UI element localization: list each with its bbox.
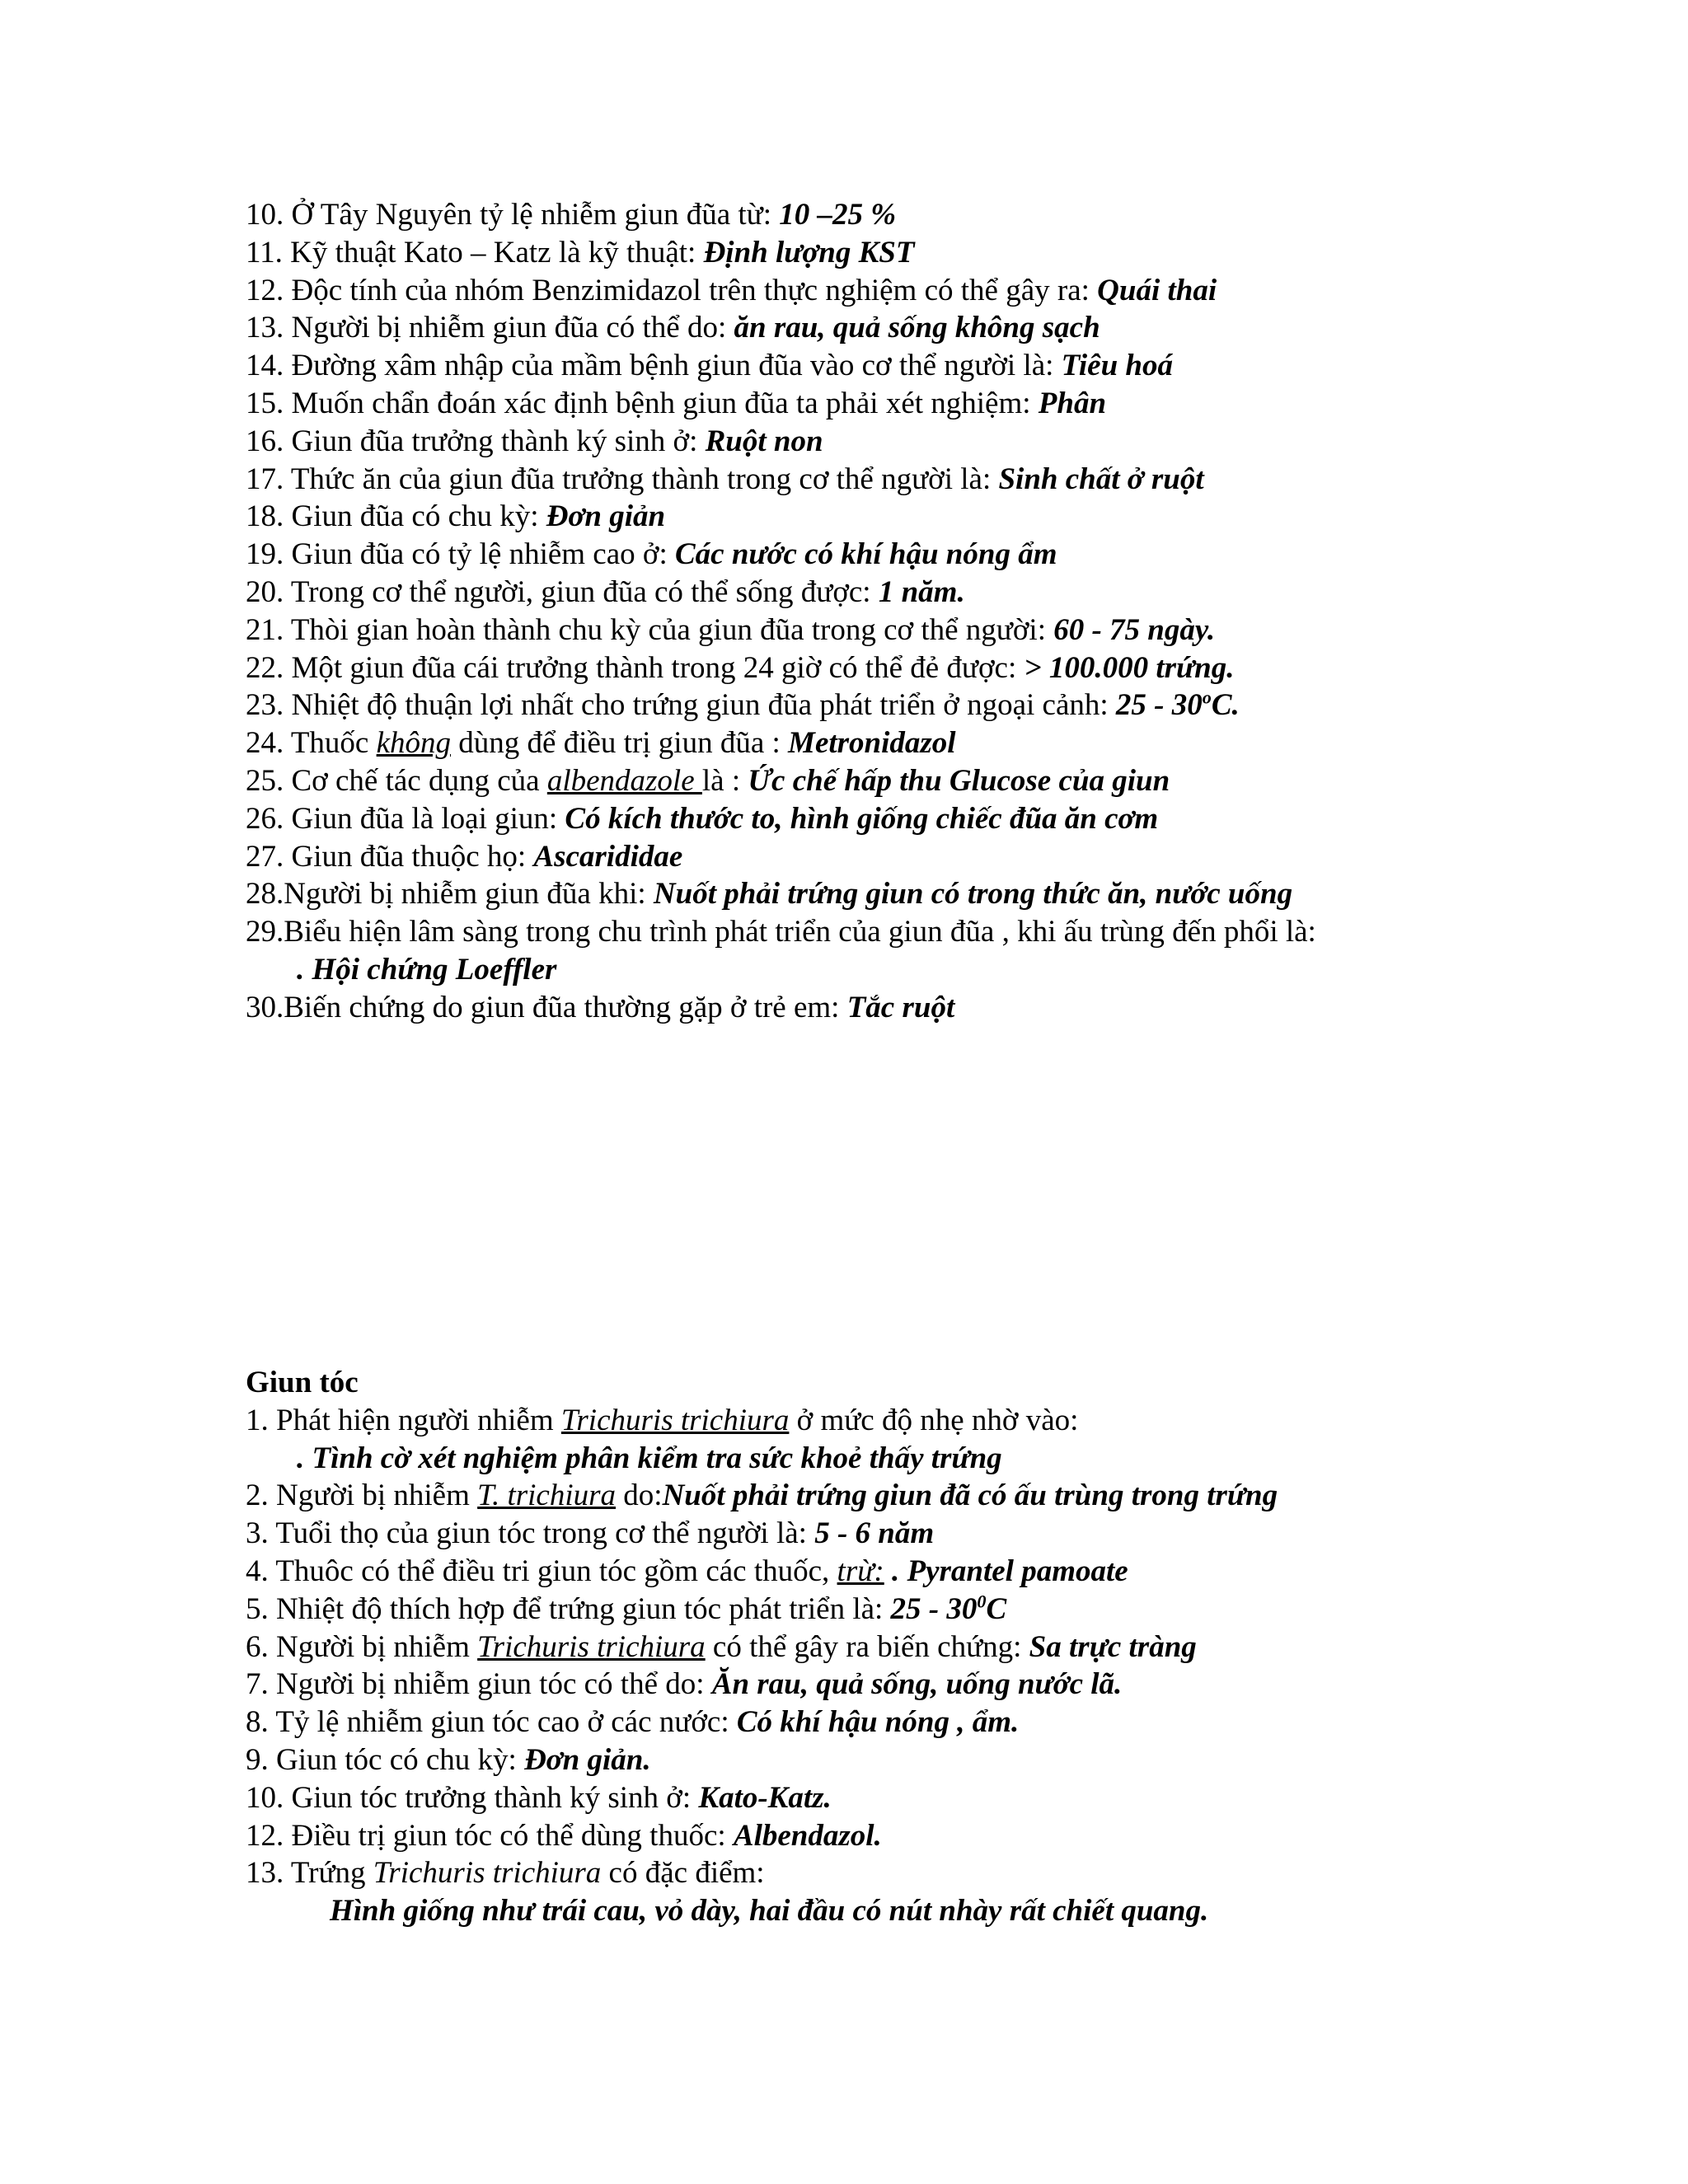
question-text: do: xyxy=(616,1479,663,1513)
question-text: 3. Tuổi thọ của giun tóc trong cơ thể người là: xyxy=(246,1516,815,1551)
question-line xyxy=(246,309,1663,347)
question-text: 29.Biểu hiện lâm sàng trong chu trình phát triển của giun đũa , khi ấu trùng đến phổi là: xyxy=(246,915,1316,949)
answer-value: Quái thai xyxy=(1097,273,1217,307)
question-text: 20. Trong cơ thể người, giun đũa có thể sống được: xyxy=(246,574,879,609)
trichuris-section xyxy=(246,1364,1663,1930)
question-line xyxy=(246,1553,1663,1591)
question-text: 10. Giun tóc trưởng thành ký sinh ở: xyxy=(246,1780,699,1815)
answer-value: 1 năm. xyxy=(878,574,965,609)
answer-value: 25 - 30 xyxy=(1115,688,1203,723)
answer-value: 25 - 30 xyxy=(890,1591,978,1626)
question-line xyxy=(246,1854,1663,1892)
answer-value: 10 –25 % xyxy=(779,198,897,232)
question-text: dùng để điều trị giun đũa : xyxy=(451,726,789,761)
answer-text xyxy=(1062,349,1173,382)
answer-value: Sinh chất ở ruột xyxy=(998,462,1204,496)
ascaris-question-list xyxy=(246,196,1663,1027)
question-line xyxy=(246,1666,1663,1704)
answer-text xyxy=(879,575,965,609)
question-text: 12. Độc tính của nhóm Benzimidazol trên thực nghiệm có thể gây ra: xyxy=(246,273,1098,307)
question-line xyxy=(246,272,1663,310)
question-line xyxy=(246,649,1663,687)
answer-value: Có khí hậu nóng , ẩm. xyxy=(736,1705,1020,1740)
answer-text xyxy=(847,991,955,1024)
question-text xyxy=(884,1554,892,1588)
answer-text xyxy=(675,537,1057,571)
question-text: ở mức độ nhẹ nhờ vào: xyxy=(789,1403,1079,1437)
question-line xyxy=(246,1515,1663,1553)
underlined-term: albendazole xyxy=(546,763,702,798)
question-text: 1. Phát hiện người nhiễm xyxy=(246,1403,561,1437)
question-line xyxy=(246,875,1663,913)
answer-value: Tiêu hoá xyxy=(1061,349,1174,383)
underlined-term: Trichuris trichiura xyxy=(560,1403,790,1437)
answer-text xyxy=(704,236,915,269)
answer-value: Các nước có khí hậu nóng ẩm xyxy=(675,537,1057,572)
question-line xyxy=(246,234,1663,272)
question-line xyxy=(246,1892,1663,1930)
question-line xyxy=(246,1741,1663,1779)
answer-text xyxy=(748,764,1170,798)
question-line xyxy=(246,385,1663,423)
superscript: 0 xyxy=(977,1591,987,1612)
answer-text xyxy=(891,1592,1007,1626)
answer-value: Định lượng KST xyxy=(703,235,915,269)
answer-value: > 100.000 trứng. xyxy=(1024,650,1235,685)
question-line xyxy=(246,461,1663,499)
question-text: 9. Giun tóc có chu kỳ: xyxy=(246,1742,525,1777)
question-text: 27. Giun đũa thuộc họ: xyxy=(246,839,534,874)
question-line xyxy=(246,800,1663,838)
answer-text xyxy=(788,726,956,760)
answer-unit: C. xyxy=(1211,688,1240,723)
answer-text xyxy=(297,1441,1002,1475)
answer-value: . Tình cờ xét nghiệm phân kiểm tra sức khoẻ thấy trứng xyxy=(297,1441,1002,1475)
underlined-term: T. trichiura xyxy=(477,1479,617,1513)
question-text: 13. Trứng xyxy=(246,1856,373,1891)
question-line xyxy=(246,1477,1663,1515)
question-text: 12. Điều trị giun tóc có thể dùng thuốc: xyxy=(246,1818,734,1853)
answer-text xyxy=(779,198,896,232)
question-text: 5. Nhiệt độ thích hợp để trứng giun tóc phát triển là: xyxy=(246,1591,891,1626)
answer-text xyxy=(998,462,1203,496)
answer-unit: C xyxy=(986,1591,1007,1626)
answer-value: 5 - 6 năm xyxy=(814,1516,935,1551)
answer-text xyxy=(663,1479,1278,1512)
italic-term: Trichuris trichiura xyxy=(373,1856,602,1891)
question-text: 11. Kỹ thuật Kato – Katz là kỹ thuật: xyxy=(246,235,704,269)
underlined-term: trừ: xyxy=(837,1554,884,1588)
section-heading: Giun tóc xyxy=(246,1366,359,1399)
answer-value: Có kích thước to, hình giống chiếc đũa ăn cơm xyxy=(565,801,1159,836)
question-text: 24. Thuốc xyxy=(246,726,377,761)
answer-value: . Hội chứng Loeffler xyxy=(297,952,557,987)
answer-value: Ruột non xyxy=(705,424,823,458)
answer-value: Albendazol. xyxy=(733,1818,882,1853)
answer-text xyxy=(330,1894,1208,1928)
underlined-term: Trichuris trichiura xyxy=(477,1629,706,1664)
question-line xyxy=(246,989,1663,1027)
question-line xyxy=(246,838,1663,876)
question-line xyxy=(246,574,1663,612)
question-text: 30.Biến chứng do giun đũa thường gặp ở trẻ em: xyxy=(246,990,847,1024)
answer-value: ăn rau, quả sống không sạch xyxy=(734,311,1100,345)
answer-value: Kato-Katz. xyxy=(698,1780,832,1815)
answer-text xyxy=(1025,651,1235,685)
answer-text xyxy=(565,802,1158,836)
answer-text xyxy=(533,840,682,874)
answer-text xyxy=(706,424,823,458)
answer-text xyxy=(1116,688,1240,722)
question-text: 23. Nhiệt độ thuận lợi nhất cho trứng giun đũa phát triển ở ngoại cảnh: xyxy=(246,688,1116,723)
answer-text xyxy=(654,877,1292,911)
question-line xyxy=(246,913,1663,951)
answer-text xyxy=(1053,613,1215,647)
question-text: 17. Thức ăn của giun đũa trưởng thành trong cơ thể người là: xyxy=(246,462,999,496)
answer-value: Ăn rau, quả sống, uống nước lã. xyxy=(711,1667,1123,1702)
question-text: 21. Thòi gian hoàn thành chu kỳ của giun đũa trong cơ thể người: xyxy=(246,612,1054,647)
answer-text xyxy=(1039,387,1106,420)
question-line xyxy=(246,762,1663,800)
answer-text xyxy=(1097,274,1217,307)
question-text: 8. Tỷ lệ nhiễm giun tóc cao ở các nước: xyxy=(246,1705,737,1740)
underlined-term: không xyxy=(376,726,452,761)
question-text: 18. Giun đũa có chu kỳ: xyxy=(246,499,546,534)
answer-text xyxy=(737,1705,1019,1739)
question-text: 2. Người bị nhiễm xyxy=(246,1479,478,1513)
answer-value: Hình giống như trái cau, vỏ dày, hai đầu có nút nhày rất chiết quang. xyxy=(330,1894,1209,1929)
question-line xyxy=(246,951,1663,989)
question-line xyxy=(246,1704,1663,1741)
answer-text xyxy=(814,1516,934,1550)
question-text: 25. Cơ chế tác dụng của xyxy=(246,763,547,798)
answer-value: Ức chế hấp thu Glucose của giun xyxy=(748,763,1170,798)
answer-text xyxy=(734,1819,882,1853)
question-text: 26. Giun đũa là loại giun: xyxy=(246,801,565,836)
question-text: 14. Đường xâm nhập của mầm bệnh giun đũa vào cơ thể người là: xyxy=(246,349,1062,383)
question-text: 7. Người bị nhiễm giun tóc có thể do: xyxy=(246,1667,712,1702)
answer-text xyxy=(524,1743,651,1777)
question-text: là : xyxy=(701,763,748,798)
question-text: 6. Người bị nhiễm xyxy=(246,1629,478,1664)
question-text: 4. Thuôc có thể điều tri giun tóc gồm các thuốc, xyxy=(246,1554,837,1588)
answer-value: 60 - 75 ngày. xyxy=(1053,612,1216,647)
question-line xyxy=(246,612,1663,649)
answer-value: Metronidazol xyxy=(788,726,956,761)
question-line xyxy=(246,1591,1663,1629)
question-text: 19. Giun đũa có tỷ lệ nhiễm cao ở: xyxy=(246,537,675,572)
answer-text xyxy=(546,499,665,533)
answer-value: Đơn giản. xyxy=(524,1742,651,1777)
answer-text xyxy=(698,1781,831,1815)
question-line xyxy=(246,687,1663,724)
question-line xyxy=(246,536,1663,574)
question-line xyxy=(246,498,1663,536)
question-text: có thể gây ra biến chứng: xyxy=(705,1629,1029,1664)
question-line xyxy=(246,347,1663,385)
question-text: 22. Một giun đũa cái trưởng thành trong 24 giờ có thể đẻ được: xyxy=(246,650,1025,685)
question-text: 10. Ở Tây Nguyên tỷ lệ nhiễm giun đũa từ: xyxy=(246,198,780,232)
answer-value: Đơn giản xyxy=(546,499,666,534)
question-line xyxy=(246,196,1663,234)
answer-value: Nuốt phải trứng giun có trong thức ăn, nước uống xyxy=(653,877,1293,912)
question-text: 13. Người bị nhiễm giun đũa có thể do: xyxy=(246,311,734,345)
answer-value: Phân xyxy=(1038,386,1107,420)
superscript: o xyxy=(1202,687,1212,709)
answer-value: Tắc ruột xyxy=(846,990,955,1024)
answer-text xyxy=(892,1554,1128,1588)
question-line xyxy=(246,1779,1663,1817)
question-text: 16. Giun đũa trưởng thành ký sinh ở: xyxy=(246,424,706,458)
question-text: có đặc điểm: xyxy=(601,1856,765,1891)
answer-text xyxy=(1029,1630,1197,1664)
question-line xyxy=(246,1629,1663,1666)
question-line xyxy=(246,423,1663,461)
question-line xyxy=(246,1402,1663,1440)
question-line xyxy=(246,724,1663,762)
question-line xyxy=(246,1440,1663,1478)
question-line xyxy=(246,1817,1663,1855)
trichuris-question-list xyxy=(246,1402,1663,1930)
answer-text xyxy=(297,953,556,987)
answer-value: Ascarididae xyxy=(533,839,683,874)
answer-text xyxy=(734,311,1100,344)
answer-value: . Pyrantel pamoate xyxy=(891,1554,1128,1588)
question-text: 15. Muốn chẩn đoán xác định bệnh giun đũa ta phải xét nghiệm: xyxy=(246,386,1039,420)
question-text: 28.Người bị nhiễm giun đũa khi: xyxy=(246,877,654,912)
answer-value: Sa trực tràng xyxy=(1029,1629,1197,1664)
answer-text xyxy=(712,1667,1123,1701)
answer-value: Nuốt phải trứng giun đã có ấu trùng trong trứng xyxy=(662,1479,1278,1513)
